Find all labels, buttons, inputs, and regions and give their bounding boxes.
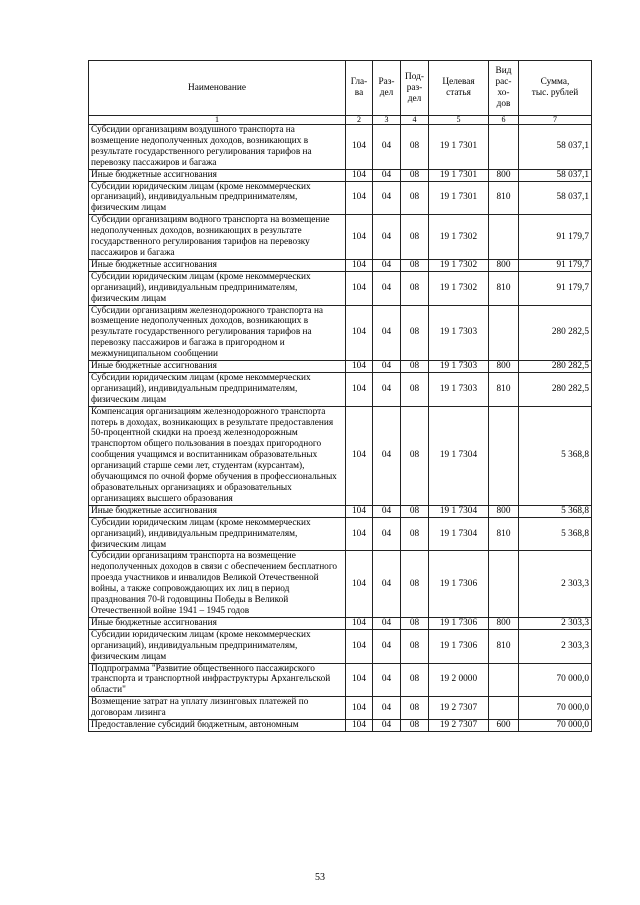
row-statya-cell: 19 1 7306 <box>429 617 489 629</box>
header-glava: Гла- ва <box>346 61 373 116</box>
row-statya-cell: 19 1 7302 <box>429 215 489 260</box>
row-razdel-cell: 04 <box>373 259 401 271</box>
table-row <box>89 720 592 732</box>
row-statya-cell: 19 1 7302 <box>429 271 489 305</box>
row-podrazdel-cell: 08 <box>401 663 429 697</box>
row-podrazdel-cell: 08 <box>401 361 429 373</box>
row-glava-cell: 104 <box>346 406 373 505</box>
row-vid-cell <box>489 305 519 361</box>
row-summa-cell: 5 368,8 <box>519 406 592 505</box>
column-number: 1 <box>89 116 346 125</box>
row-summa-cell: 5 368,8 <box>519 517 592 551</box>
row-summa-cell: 2 303,3 <box>519 551 592 617</box>
row-statya-cell: 19 1 7304 <box>429 517 489 551</box>
row-vid-cell <box>489 125 519 170</box>
row-vid-cell: 800 <box>489 505 519 517</box>
table-row <box>89 125 592 170</box>
row-name-cell: Компенсация организациям железнодорожного транспорта потерь в доходах, возникающих в результате предоставления 50-процентной скидки на проезд железнодорожным транспортом общего пользования в поездах пригородного сообщения учащимся и воспитанникам образовательных организаций старше семи лет, студентам (курсантам), обучающимся по очной форме обучения в профессиональных образовательных организациях и образовательных организациях высшего образования <box>89 406 346 505</box>
header-name: Наименование <box>89 61 346 116</box>
row-name-cell: Иные бюджетные ассигнования <box>89 505 346 517</box>
row-summa-cell: 91 179,7 <box>519 215 592 260</box>
table-header <box>89 61 592 125</box>
row-glava-cell: 104 <box>346 551 373 617</box>
table-row <box>89 663 592 697</box>
row-razdel-cell: 04 <box>373 617 401 629</box>
table-row <box>89 551 592 617</box>
row-podrazdel-cell: 08 <box>401 169 429 181</box>
row-podrazdel-cell: 08 <box>401 551 429 617</box>
column-number: 7 <box>519 116 592 125</box>
row-name-cell: Иные бюджетные ассигнования <box>89 361 346 373</box>
row-podrazdel-cell: 08 <box>401 305 429 361</box>
row-glava-cell: 104 <box>346 361 373 373</box>
row-name-cell: Субсидии юридическим лицам (кроме некоммерческих организаций), индивидуальным предпринимателям, физическим лицам <box>89 181 346 215</box>
header-summa: Сумма, тыс. рублей <box>519 61 592 116</box>
row-name-cell: Иные бюджетные ассигнования <box>89 617 346 629</box>
row-podrazdel-cell: 08 <box>401 271 429 305</box>
row-vid-cell: 810 <box>489 271 519 305</box>
row-podrazdel-cell: 08 <box>401 697 429 720</box>
table-body <box>89 125 592 732</box>
table-row <box>89 372 592 406</box>
row-razdel-cell: 04 <box>373 361 401 373</box>
row-vid-cell <box>489 551 519 617</box>
row-razdel-cell: 04 <box>373 125 401 170</box>
row-vid-cell: 800 <box>489 259 519 271</box>
row-summa-cell: 58 037,1 <box>519 169 592 181</box>
header-statya: Целевая статья <box>429 61 489 116</box>
row-name-cell: Субсидии юридическим лицам (кроме некоммерческих организаций), индивидуальным предпринимателям, физическим лицам <box>89 517 346 551</box>
row-vid-cell: 800 <box>489 617 519 629</box>
table-row <box>89 517 592 551</box>
row-name-cell: Субсидии юридическим лицам (кроме некоммерческих организаций), индивидуальным предпринимателям, физическим лицам <box>89 271 346 305</box>
table-row <box>89 629 592 663</box>
row-podrazdel-cell: 08 <box>401 125 429 170</box>
row-glava-cell: 104 <box>346 720 373 732</box>
row-podrazdel-cell: 08 <box>401 372 429 406</box>
header-podrazdel: Под- раз- дел <box>401 61 429 116</box>
header-razdel: Раз- дел <box>373 61 401 116</box>
column-number: 6 <box>489 116 519 125</box>
row-glava-cell: 104 <box>346 125 373 170</box>
row-razdel-cell: 04 <box>373 629 401 663</box>
row-name-cell: Субсидии организациям воздушного транспорта на возмещение недополученных доходов, возникающих в результате государственного регулирования тарифов на перевозку пассажиров и багажа <box>89 125 346 170</box>
row-summa-cell: 70 000,0 <box>519 663 592 697</box>
row-summa-cell: 70 000,0 <box>519 720 592 732</box>
row-glava-cell: 104 <box>346 517 373 551</box>
table-row <box>89 181 592 215</box>
row-glava-cell: 104 <box>346 663 373 697</box>
row-summa-cell: 5 368,8 <box>519 505 592 517</box>
row-podrazdel-cell: 08 <box>401 617 429 629</box>
row-glava-cell: 104 <box>346 305 373 361</box>
row-glava-cell: 104 <box>346 215 373 260</box>
row-razdel-cell: 04 <box>373 271 401 305</box>
row-glava-cell: 104 <box>346 697 373 720</box>
column-number: 2 <box>346 116 373 125</box>
row-statya-cell: 19 1 7303 <box>429 372 489 406</box>
row-podrazdel-cell: 08 <box>401 259 429 271</box>
row-vid-cell: 800 <box>489 169 519 181</box>
row-name-cell: Субсидии организациям водного транспорта на возмещение недополученных доходов, возникающих в результате государственного регулирования тарифов на перевозку пассажиров и багажа <box>89 215 346 260</box>
header-row <box>89 61 592 116</box>
row-vid-cell <box>489 215 519 260</box>
table-row <box>89 271 592 305</box>
table-row <box>89 169 592 181</box>
row-razdel-cell: 04 <box>373 406 401 505</box>
row-glava-cell: 104 <box>346 372 373 406</box>
row-statya-cell: 19 2 7307 <box>429 697 489 720</box>
row-glava-cell: 104 <box>346 271 373 305</box>
row-razdel-cell: 04 <box>373 505 401 517</box>
row-razdel-cell: 04 <box>373 305 401 361</box>
table-row <box>89 617 592 629</box>
table-row <box>89 406 592 505</box>
row-podrazdel-cell: 08 <box>401 505 429 517</box>
row-razdel-cell: 04 <box>373 720 401 732</box>
row-razdel-cell: 04 <box>373 169 401 181</box>
row-statya-cell: 19 1 7302 <box>429 259 489 271</box>
row-name-cell: Подпрограмма "Развитие общественного пассажирского транспорта и транспортной инфраструктуры Архангельской области" <box>89 663 346 697</box>
row-statya-cell: 19 1 7301 <box>429 125 489 170</box>
row-name-cell: Иные бюджетные ассигнования <box>89 169 346 181</box>
column-number: 3 <box>373 116 401 125</box>
row-vid-cell <box>489 406 519 505</box>
row-glava-cell: 104 <box>346 629 373 663</box>
row-vid-cell: 810 <box>489 181 519 215</box>
row-summa-cell: 280 282,5 <box>519 305 592 361</box>
row-name-cell: Иные бюджетные ассигнования <box>89 259 346 271</box>
row-glava-cell: 104 <box>346 259 373 271</box>
budget-table <box>88 60 592 732</box>
row-summa-cell: 91 179,7 <box>519 259 592 271</box>
row-summa-cell: 91 179,7 <box>519 271 592 305</box>
row-vid-cell: 600 <box>489 720 519 732</box>
row-name-cell: Субсидии юридическим лицам (кроме некоммерческих организаций), индивидуальным предпринимателям, физическим лицам <box>89 629 346 663</box>
row-razdel-cell: 04 <box>373 215 401 260</box>
row-vid-cell <box>489 663 519 697</box>
row-razdel-cell: 04 <box>373 181 401 215</box>
row-podrazdel-cell: 08 <box>401 215 429 260</box>
row-name-cell: Возмещение затрат на уплату лизинговых платежей по договорам лизинга <box>89 697 346 720</box>
table-row <box>89 305 592 361</box>
row-podrazdel-cell: 08 <box>401 181 429 215</box>
row-vid-cell: 810 <box>489 517 519 551</box>
row-razdel-cell: 04 <box>373 372 401 406</box>
table-row <box>89 505 592 517</box>
row-razdel-cell: 04 <box>373 663 401 697</box>
row-podrazdel-cell: 08 <box>401 720 429 732</box>
row-podrazdel-cell: 08 <box>401 517 429 551</box>
row-summa-cell: 280 282,5 <box>519 361 592 373</box>
row-razdel-cell: 04 <box>373 697 401 720</box>
row-glava-cell: 104 <box>346 181 373 215</box>
row-statya-cell: 19 1 7306 <box>429 551 489 617</box>
row-name-cell: Субсидии организациям железнодорожного транспорта на возмещение недополученных доходов, возникающих в результате государственного регулирования тарифов на перевозку пассажиров и багажа в пригородном и межмуниципальном сообщении <box>89 305 346 361</box>
table-row <box>89 361 592 373</box>
row-statya-cell: 19 1 7304 <box>429 505 489 517</box>
column-number: 5 <box>429 116 489 125</box>
row-statya-cell: 19 1 7303 <box>429 305 489 361</box>
row-summa-cell: 58 037,1 <box>519 181 592 215</box>
page-number: 53 <box>315 872 325 883</box>
row-name-cell: Субсидии организациям транспорта на возмещение недополученных доходов в связи с обеспечением бесплатного проезда участников и инвалидов Великой Отечественной войны, а также сопровождающих их лиц в период празднования 70-й годовщины Победы в Великой Отечественной войне 1941 – 1945 годов <box>89 551 346 617</box>
row-statya-cell: 19 2 7307 <box>429 720 489 732</box>
row-summa-cell: 70 000,0 <box>519 697 592 720</box>
row-vid-cell <box>489 697 519 720</box>
row-summa-cell: 58 037,1 <box>519 125 592 170</box>
row-summa-cell: 280 282,5 <box>519 372 592 406</box>
row-razdel-cell: 04 <box>373 551 401 617</box>
column-number-row <box>89 116 592 125</box>
row-statya-cell: 19 1 7306 <box>429 629 489 663</box>
header-vid: Вид рас- хо- дов <box>489 61 519 116</box>
row-glava-cell: 104 <box>346 505 373 517</box>
row-statya-cell: 19 2 0000 <box>429 663 489 697</box>
row-vid-cell: 810 <box>489 629 519 663</box>
row-name-cell: Предоставление субсидий бюджетным, автономным <box>89 720 346 732</box>
row-razdel-cell: 04 <box>373 517 401 551</box>
row-summa-cell: 2 303,3 <box>519 617 592 629</box>
table-row <box>89 697 592 720</box>
row-statya-cell: 19 1 7304 <box>429 406 489 505</box>
row-vid-cell: 810 <box>489 372 519 406</box>
row-statya-cell: 19 1 7301 <box>429 181 489 215</box>
row-summa-cell: 2 303,3 <box>519 629 592 663</box>
row-vid-cell: 800 <box>489 361 519 373</box>
table-row <box>89 259 592 271</box>
row-statya-cell: 19 1 7303 <box>429 361 489 373</box>
row-glava-cell: 104 <box>346 169 373 181</box>
row-glava-cell: 104 <box>346 617 373 629</box>
column-number: 4 <box>401 116 429 125</box>
row-name-cell: Субсидии юридическим лицам (кроме некоммерческих организаций), индивидуальным предпринимателям, физическим лицам <box>89 372 346 406</box>
row-statya-cell: 19 1 7301 <box>429 169 489 181</box>
table-row <box>89 215 592 260</box>
row-podrazdel-cell: 08 <box>401 406 429 505</box>
row-podrazdel-cell: 08 <box>401 629 429 663</box>
